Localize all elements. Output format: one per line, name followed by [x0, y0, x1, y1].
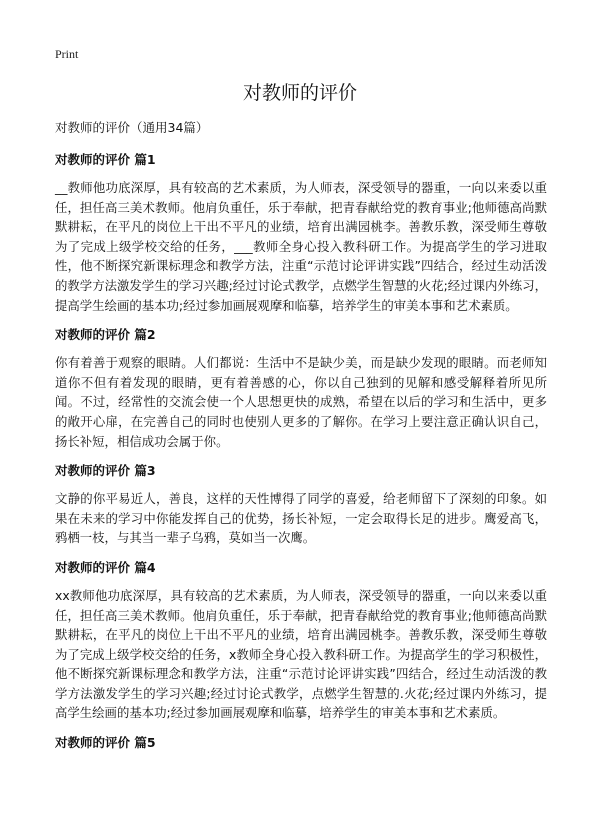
section-1 [55, 152, 547, 315]
page-title: 对教师的评价 [242, 82, 357, 104]
section-body: __教师他功底深厚，具有较高的艺术素质，为人师表，深受领导的器重，一向以来委以重任，担任高三美术教师。他肩负重任，乐于奉献，把青春献给党的教育事业;他师德高尚默默耕耘，在平凡的岗位上干出不平凡的业绩，培育出满园桃李。善教乐教，深受师生尊敬为了完成上级学校交给的任务，___教师全身心投入教科研工作。为提高学生的学习进取性，他不断探究新课标理念和教学方法，注重“示范讨论评讲实践”四结合，经过生动活泼的教学方法激发学生的学习兴趣;经过讨论式教学，点燃学生智慧的火花;经过课内外练习，提高学生绘画的基本功;经过参加画展观摩和临摹，培养学生的审美本事和艺术素质。 [55, 180, 547, 313]
section-4 [55, 560, 547, 723]
section-heading: 对教师的评价 篇4 [55, 559, 156, 575]
section-5 [55, 735, 547, 751]
section-3 [55, 463, 547, 548]
section-heading: 对教师的评价 篇1 [55, 152, 156, 167]
print-link[interactable]: Print [55, 47, 79, 61]
section-body: 你有着善于观察的眼睛。人们都说：生活中不是缺少美，而是缺少发现的眼睛。而老师知道你不但有着发现的眼睛，更有着善感的心，你以自己独到的见解和感受解释着所见所闻。不过，经常性的交流会使一个人思想更快的成熟，希望在以后的学习和生活中，更多的敞开心扉，在完善自己的同时也使别人更多的了解你。在学习上要注意正确认识自己，扬长补短，相信成功会属于你。 [55, 355, 547, 449]
section-body: xx教师他功底深厚，具有较高的艺术素质，为人师表，深受领导的器重，一向以来委以重任，担任高三美术教师。他肩负重任，乐于奉献，把青春献给党的教育事业;他师德高尚默默耕耘，在平凡的岗位上干出不平凡的业绩，培育出满园桃李。善教乐教，深受师生尊敬为了完成上级学校交给的任务，x教师全身心投入教科研工作。为提高学生的学习积极性，他不断探究新课标理念和教学方法，注重“示范讨论评讲实践”四结合，经过生动活泼的教学方法激发学生的学习兴趣;经过讨论式教学，点燃学生智慧的.火花;经过课内外练习，提高学生绘画的基本功;经过参加画展观摩和临摹，培养学生的审美本事和艺术素质。 [55, 587, 547, 721]
section-body: 文静的你平易近人，善良，这样的天性博得了同学的喜爱，给老师留下了深刻的印象。如果在未来的学习中你能发挥自己的优势，扬长补短，一定会取得长足的进步。鹰爱高飞，鸦栖一枝，与其当一辈子乌鸦，莫如当一次鹰。 [55, 491, 547, 546]
section-heading: 对教师的评价 篇5 [55, 735, 156, 751]
section-2 [55, 327, 547, 451]
document-subtitle: 对教师的评价（通用34篇） [55, 120, 209, 135]
section-heading: 对教师的评价 篇3 [55, 463, 156, 479]
section-heading: 对教师的评价 篇2 [55, 327, 156, 343]
document-content [55, 145, 547, 763]
